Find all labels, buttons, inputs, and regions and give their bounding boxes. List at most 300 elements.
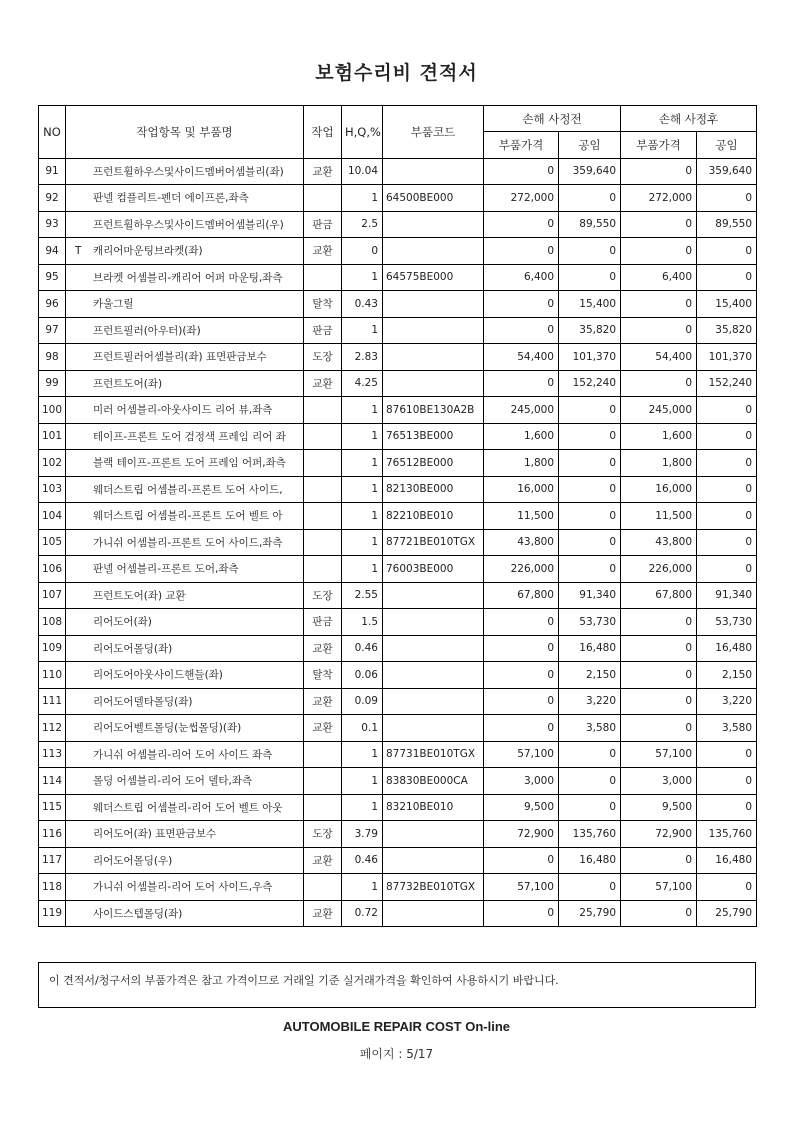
row-item-name: 프런트필러(아우터)(좌) — [93, 324, 201, 337]
row-no: 103 — [39, 476, 66, 503]
table-row — [39, 662, 757, 689]
row-hq: 1 — [342, 397, 383, 424]
row-after-labor: 0 — [697, 476, 757, 503]
row-hq: 1 — [342, 556, 383, 583]
row-after-part-price: 0 — [621, 847, 697, 874]
row-item — [66, 556, 304, 583]
row-item — [66, 476, 304, 503]
row-after-part-price: 54,400 — [621, 344, 697, 371]
row-code — [383, 158, 484, 185]
table-row — [39, 344, 757, 371]
row-item — [66, 423, 304, 450]
row-before-labor: 16,480 — [559, 635, 621, 662]
row-after-labor: 0 — [697, 397, 757, 424]
table-row — [39, 238, 757, 265]
row-no: 119 — [39, 900, 66, 927]
row-hq: 4.25 — [342, 370, 383, 397]
row-before-part-price: 0 — [484, 900, 559, 927]
row-code: 87721BE010TGX — [383, 529, 484, 556]
row-item — [66, 370, 304, 397]
row-code: 76003BE000 — [383, 556, 484, 583]
row-before-part-price: 3,000 — [484, 768, 559, 795]
row-code: 83830BE000CA — [383, 768, 484, 795]
row-after-part-price: 0 — [621, 291, 697, 318]
row-no: 91 — [39, 158, 66, 185]
row-before-labor: 35,820 — [559, 317, 621, 344]
header-before-part-price: 부품가격 — [484, 132, 559, 159]
table-row — [39, 291, 757, 318]
row-before-part-price: 1,800 — [484, 450, 559, 477]
row-hq: 0.1 — [342, 715, 383, 742]
row-after-part-price: 1,600 — [621, 423, 697, 450]
row-before-labor: 53,730 — [559, 609, 621, 636]
row-before-labor: 2,150 — [559, 662, 621, 689]
row-work — [304, 874, 342, 901]
row-hq: 1 — [342, 476, 383, 503]
row-item — [66, 715, 304, 742]
header-before: 손해 사정전 — [484, 106, 621, 132]
table-row — [39, 609, 757, 636]
row-hq: 0.06 — [342, 662, 383, 689]
row-code — [383, 688, 484, 715]
row-after-labor: 135,760 — [697, 821, 757, 848]
row-hq: 1 — [342, 794, 383, 821]
row-work — [304, 450, 342, 477]
row-before-part-price: 0 — [484, 688, 559, 715]
row-after-part-price: 43,800 — [621, 529, 697, 556]
row-after-part-price: 9,500 — [621, 794, 697, 821]
row-before-part-price: 6,400 — [484, 264, 559, 291]
row-before-part-price: 57,100 — [484, 874, 559, 901]
row-item-name: 가니쉬 어셈블리-프론트 도어 사이드,좌측 — [93, 536, 283, 549]
row-after-labor: 0 — [697, 238, 757, 265]
row-code: 87732BE010TGX — [383, 874, 484, 901]
row-item — [66, 211, 304, 238]
row-before-labor: 0 — [559, 768, 621, 795]
row-item — [66, 503, 304, 530]
notice-text: 이 견적서/청구서의 부품가격은 참고 가격이므로 거래일 기준 실거래가격을 확인하여 사용하시기 바랍니다. — [49, 974, 559, 987]
row-after-part-price: 0 — [621, 370, 697, 397]
row-no: 105 — [39, 529, 66, 556]
row-before-labor: 89,550 — [559, 211, 621, 238]
row-after-part-price: 0 — [621, 211, 697, 238]
row-before-part-price: 11,500 — [484, 503, 559, 530]
row-after-labor: 101,370 — [697, 344, 757, 371]
row-before-part-price: 0 — [484, 370, 559, 397]
row-no: 109 — [39, 635, 66, 662]
row-before-labor: 3,580 — [559, 715, 621, 742]
row-after-part-price: 57,100 — [621, 741, 697, 768]
row-after-part-price: 0 — [621, 715, 697, 742]
row-hq: 0.72 — [342, 900, 383, 927]
table-row — [39, 556, 757, 583]
row-item-name: 브라켓 어셈블리-캐리어 어퍼 마운팅,좌측 — [93, 271, 283, 284]
table-row — [39, 423, 757, 450]
row-no: 112 — [39, 715, 66, 742]
table-row — [39, 874, 757, 901]
row-before-labor: 359,640 — [559, 158, 621, 185]
row-before-labor: 152,240 — [559, 370, 621, 397]
row-no: 113 — [39, 741, 66, 768]
row-item-name: 리어도어벨트몰딩(눈썹몰딩)(좌) — [93, 722, 242, 735]
row-work — [304, 423, 342, 450]
row-work: 탈착 — [304, 291, 342, 318]
row-no: 106 — [39, 556, 66, 583]
row-before-labor: 0 — [559, 397, 621, 424]
row-before-labor: 0 — [559, 450, 621, 477]
row-item — [66, 397, 304, 424]
row-before-part-price: 67,800 — [484, 582, 559, 609]
row-no: 101 — [39, 423, 66, 450]
row-code: 87610BE130A2B — [383, 397, 484, 424]
row-work: 교환 — [304, 688, 342, 715]
row-before-part-price: 245,000 — [484, 397, 559, 424]
row-item — [66, 741, 304, 768]
row-hq: 1.5 — [342, 609, 383, 636]
row-no: 117 — [39, 847, 66, 874]
row-before-labor: 0 — [559, 185, 621, 212]
row-code — [383, 609, 484, 636]
row-item-name: 리어도어몰딩(우) — [93, 854, 173, 867]
table-header — [39, 106, 757, 159]
table-row — [39, 317, 757, 344]
row-work: 도장 — [304, 582, 342, 609]
row-item-name: 판넬 어셈블리-프론트 도어,좌측 — [93, 563, 239, 576]
row-before-part-price: 0 — [484, 609, 559, 636]
row-before-part-price: 0 — [484, 847, 559, 874]
header-hq: H,Q,% — [342, 106, 383, 159]
row-item — [66, 768, 304, 795]
row-after-labor: 35,820 — [697, 317, 757, 344]
row-item — [66, 529, 304, 556]
row-hq: 10.04 — [342, 158, 383, 185]
row-after-labor: 16,480 — [697, 847, 757, 874]
row-item — [66, 900, 304, 927]
row-code — [383, 317, 484, 344]
row-work — [304, 185, 342, 212]
row-item — [66, 264, 304, 291]
row-before-labor: 0 — [559, 794, 621, 821]
row-before-labor: 25,790 — [559, 900, 621, 927]
row-item-name: 미러 어셈블리-아웃사이드 리어 뷰,좌측 — [93, 404, 273, 417]
row-before-part-price: 57,100 — [484, 741, 559, 768]
row-code: 64575BE000 — [383, 264, 484, 291]
row-code — [383, 291, 484, 318]
row-work: 교환 — [304, 238, 342, 265]
row-hq: 2.83 — [342, 344, 383, 371]
row-hq: 1 — [342, 264, 383, 291]
row-work — [304, 556, 342, 583]
row-before-labor: 0 — [559, 529, 621, 556]
row-after-labor: 3,580 — [697, 715, 757, 742]
row-item-name: 몰딩 어셈블리-리어 도어 델타,좌측 — [93, 775, 253, 788]
row-no: 107 — [39, 582, 66, 609]
header-before-labor: 공임 — [559, 132, 621, 159]
row-hq: 0.46 — [342, 635, 383, 662]
row-after-labor: 0 — [697, 741, 757, 768]
row-no: 118 — [39, 874, 66, 901]
row-item — [66, 158, 304, 185]
row-after-part-price: 3,000 — [621, 768, 697, 795]
row-no: 108 — [39, 609, 66, 636]
document-title: 보험수리비 견적서 — [315, 62, 478, 84]
table-row — [39, 158, 757, 185]
table-row — [39, 900, 757, 927]
table-row — [39, 476, 757, 503]
row-work: 탈착 — [304, 662, 342, 689]
row-before-labor: 0 — [559, 238, 621, 265]
row-no: 92 — [39, 185, 66, 212]
row-after-part-price: 226,000 — [621, 556, 697, 583]
row-no: 95 — [39, 264, 66, 291]
row-no: 99 — [39, 370, 66, 397]
row-hq: 1 — [342, 741, 383, 768]
row-work: 교환 — [304, 635, 342, 662]
row-item — [66, 317, 304, 344]
row-before-part-price: 0 — [484, 662, 559, 689]
row-item-name: 리어도어(좌) — [93, 616, 152, 629]
header-code: 부품코드 — [383, 106, 484, 159]
row-item — [66, 847, 304, 874]
row-item-name: 웨더스트립 어셈블리-리어 도어 벨트 아웃 — [93, 801, 283, 814]
row-code: 82130BE000 — [383, 476, 484, 503]
row-hq: 1 — [342, 768, 383, 795]
row-item-name: 테이프-프론트 도어 검정색 프레임 리어 좌 — [93, 430, 286, 443]
row-before-labor: 3,220 — [559, 688, 621, 715]
row-code: 64500BE000 — [383, 185, 484, 212]
row-after-labor: 0 — [697, 264, 757, 291]
row-before-labor: 135,760 — [559, 821, 621, 848]
row-code — [383, 211, 484, 238]
row-item — [66, 609, 304, 636]
row-item-name: 사이드스텝몰딩(좌) — [93, 907, 183, 920]
row-item-name: 웨더스트립 어셈블리-프론트 도어 사이드, — [93, 483, 283, 496]
row-before-part-price: 16,000 — [484, 476, 559, 503]
row-after-part-price: 0 — [621, 662, 697, 689]
row-code: 87731BE010TGX — [383, 741, 484, 768]
row-work: 교환 — [304, 370, 342, 397]
row-after-labor: 0 — [697, 450, 757, 477]
row-no: 102 — [39, 450, 66, 477]
row-code: 83210BE010 — [383, 794, 484, 821]
row-after-labor: 2,150 — [697, 662, 757, 689]
row-before-labor: 15,400 — [559, 291, 621, 318]
table-row — [39, 582, 757, 609]
row-work: 판금 — [304, 317, 342, 344]
row-hq: 1 — [342, 874, 383, 901]
row-before-labor: 0 — [559, 503, 621, 530]
row-code — [383, 821, 484, 848]
row-no: 116 — [39, 821, 66, 848]
row-after-part-price: 0 — [621, 635, 697, 662]
table-row — [39, 211, 757, 238]
row-item — [66, 238, 304, 265]
row-hq: 2.5 — [342, 211, 383, 238]
row-after-labor: 0 — [697, 874, 757, 901]
row-item-name: 웨더스트립 어셈블리-프론트 도어 벨트 아 — [93, 510, 283, 523]
row-before-part-price: 9,500 — [484, 794, 559, 821]
row-before-labor: 0 — [559, 874, 621, 901]
table-row — [39, 264, 757, 291]
row-code — [383, 662, 484, 689]
row-code: 76513BE000 — [383, 423, 484, 450]
row-before-labor: 0 — [559, 423, 621, 450]
row-hq: 1 — [342, 423, 383, 450]
row-after-labor: 0 — [697, 556, 757, 583]
row-before-labor: 91,340 — [559, 582, 621, 609]
table-row — [39, 450, 757, 477]
row-after-part-price: 6,400 — [621, 264, 697, 291]
row-before-part-price: 0 — [484, 291, 559, 318]
row-no: 110 — [39, 662, 66, 689]
row-item — [66, 291, 304, 318]
row-work — [304, 503, 342, 530]
row-no: 96 — [39, 291, 66, 318]
row-after-part-price: 272,000 — [621, 185, 697, 212]
table-row — [39, 821, 757, 848]
table-row — [39, 503, 757, 530]
row-work: 교환 — [304, 900, 342, 927]
row-item-name: 판넬 컴플리트-펜더 에이프론,좌측 — [93, 192, 249, 205]
row-hq: 1 — [342, 529, 383, 556]
footer-brand: AUTOMOBILE REPAIR COST On-line — [282, 1019, 511, 1034]
row-hq: 1 — [342, 185, 383, 212]
row-before-labor: 0 — [559, 264, 621, 291]
row-item — [66, 185, 304, 212]
table-row — [39, 370, 757, 397]
row-hq: 1 — [342, 450, 383, 477]
row-no: 97 — [39, 317, 66, 344]
row-after-part-price: 11,500 — [621, 503, 697, 530]
row-item — [66, 635, 304, 662]
row-code — [383, 370, 484, 397]
row-code — [383, 238, 484, 265]
row-no: 93 — [39, 211, 66, 238]
row-code: 76512BE000 — [383, 450, 484, 477]
table-body — [39, 158, 757, 927]
row-item-name: 프런트휠하우스및사이드멤버어셈블리(우) — [93, 218, 284, 231]
row-before-part-price: 0 — [484, 715, 559, 742]
row-item — [66, 662, 304, 689]
row-work — [304, 768, 342, 795]
row-code: 82210BE010 — [383, 503, 484, 530]
row-item-name: 카울그릴 — [93, 298, 134, 311]
row-item — [66, 821, 304, 848]
notice-box — [38, 962, 756, 1008]
row-after-part-price: 0 — [621, 688, 697, 715]
row-no: 104 — [39, 503, 66, 530]
row-after-labor: 15,400 — [697, 291, 757, 318]
row-hq: 0 — [342, 238, 383, 265]
row-no: 111 — [39, 688, 66, 715]
row-item-name: 가니쉬 어셈블리-리어 도어 사이드 좌측 — [93, 748, 273, 761]
row-after-part-price: 0 — [621, 317, 697, 344]
row-code — [383, 900, 484, 927]
row-no: 115 — [39, 794, 66, 821]
row-item-name: 캐리어마운팅브라켓(좌) — [93, 245, 203, 258]
row-work: 판금 — [304, 609, 342, 636]
row-before-part-price: 0 — [484, 238, 559, 265]
row-work — [304, 476, 342, 503]
row-work — [304, 794, 342, 821]
row-hq: 0.43 — [342, 291, 383, 318]
row-hq: 0.09 — [342, 688, 383, 715]
row-item — [66, 874, 304, 901]
row-before-labor: 0 — [559, 741, 621, 768]
row-before-part-price: 226,000 — [484, 556, 559, 583]
row-before-part-price: 272,000 — [484, 185, 559, 212]
row-before-part-price: 0 — [484, 317, 559, 344]
row-after-labor: 359,640 — [697, 158, 757, 185]
row-after-part-price: 0 — [621, 158, 697, 185]
row-work: 교환 — [304, 847, 342, 874]
table-row — [39, 397, 757, 424]
row-item — [66, 582, 304, 609]
row-code — [383, 847, 484, 874]
row-after-part-price: 57,100 — [621, 874, 697, 901]
row-no: 98 — [39, 344, 66, 371]
row-work: 도장 — [304, 344, 342, 371]
row-item-name: 가니쉬 어셈블리-리어 도어 사이드,우측 — [93, 881, 273, 894]
estimate-table — [38, 105, 757, 927]
row-before-labor: 101,370 — [559, 344, 621, 371]
row-before-labor: 0 — [559, 476, 621, 503]
row-hq: 3.79 — [342, 821, 383, 848]
row-hq: 1 — [342, 503, 383, 530]
row-work: 도장 — [304, 821, 342, 848]
row-after-labor: 0 — [697, 185, 757, 212]
row-before-part-price: 0 — [484, 635, 559, 662]
row-after-labor: 25,790 — [697, 900, 757, 927]
row-after-labor: 0 — [697, 768, 757, 795]
table-row — [39, 635, 757, 662]
row-after-part-price: 72,900 — [621, 821, 697, 848]
row-after-part-price: 245,000 — [621, 397, 697, 424]
row-item-name: 블랙 테이프-프론트 도어 프레임 어퍼,좌측 — [93, 457, 286, 470]
row-hq: 2.55 — [342, 582, 383, 609]
row-before-part-price: 1,600 — [484, 423, 559, 450]
row-hq: 0.46 — [342, 847, 383, 874]
row-item-name: 프런트도어(좌) 교환 — [93, 589, 186, 602]
row-work — [304, 397, 342, 424]
row-code — [383, 715, 484, 742]
row-item-name: 리어도어델타몰딩(좌) — [93, 695, 193, 708]
header-after-labor: 공임 — [697, 132, 757, 159]
header-no: NO — [39, 106, 66, 159]
row-no: 100 — [39, 397, 66, 424]
row-item-name: 프런트휠하우스및사이드멤버어셈블리(좌) — [93, 165, 284, 178]
row-no: 94 — [39, 238, 66, 265]
row-after-labor: 16,480 — [697, 635, 757, 662]
row-after-part-price: 67,800 — [621, 582, 697, 609]
row-before-labor: 16,480 — [559, 847, 621, 874]
row-work: 판금 — [304, 211, 342, 238]
row-after-part-price: 0 — [621, 238, 697, 265]
row-item-name: 프런트필러어셈블리(좌) 표면판금보수 — [93, 351, 267, 364]
row-before-part-price: 0 — [484, 158, 559, 185]
table-row — [39, 185, 757, 212]
row-after-labor: 53,730 — [697, 609, 757, 636]
row-item — [66, 344, 304, 371]
row-before-part-price: 43,800 — [484, 529, 559, 556]
row-item — [66, 688, 304, 715]
row-after-labor: 0 — [697, 794, 757, 821]
table-row — [39, 847, 757, 874]
row-after-labor: 0 — [697, 423, 757, 450]
header-item: 작업항목 및 부품명 — [66, 106, 304, 159]
row-after-labor: 89,550 — [697, 211, 757, 238]
row-item — [66, 450, 304, 477]
